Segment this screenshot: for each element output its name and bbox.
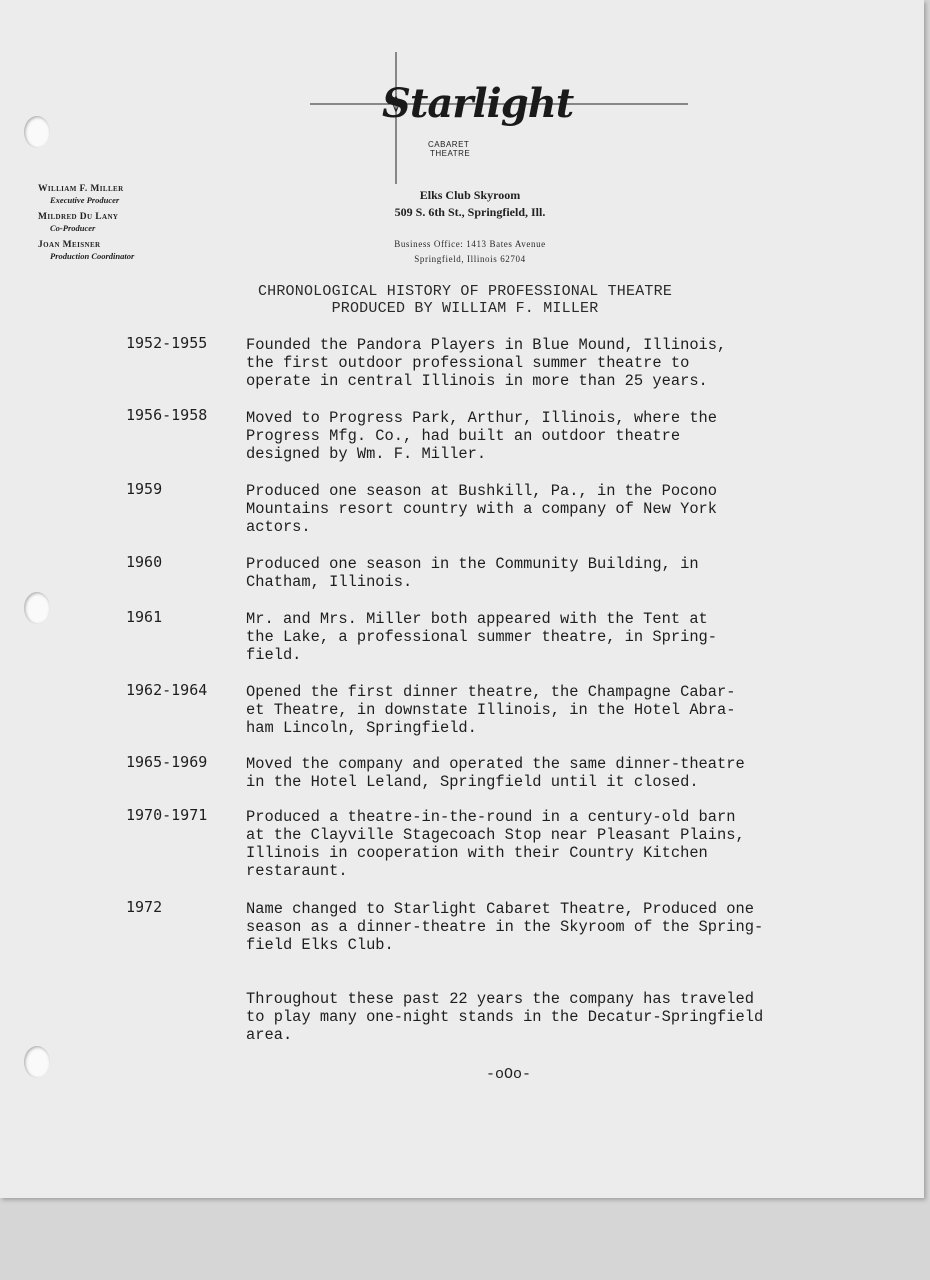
- punch-hole-middle: [24, 592, 50, 624]
- entry-text: Mr. and Mrs. Miller both appeared with the Tent at the Lake, a professional summer theatre, in Spring- field.: [246, 610, 718, 664]
- entry-year: 1959: [126, 480, 163, 498]
- entry-year: 1972: [126, 898, 163, 916]
- entry-year: 1960: [126, 553, 163, 571]
- entry-text: Founded the Pandora Players in Blue Mound, Illinois, the first outdoor professional summer theatre to operate in central Illinois in more than 25 years.: [246, 336, 727, 390]
- entry-year: 1970-1971: [126, 806, 208, 824]
- staff-role: Production Coordinator: [50, 251, 135, 261]
- entry-text: Produced one season in the Community Building, in Chatham, Illinois.: [246, 555, 699, 591]
- staff-list: [38, 184, 134, 268]
- logo-sub-cabaret: CABARET: [428, 140, 470, 149]
- venue-name: Elks Club Skyroom: [419, 188, 521, 202]
- venue-address: 509 S. 6th St., Springfield, Ill.: [394, 205, 546, 219]
- entry-year: 1962-1964: [126, 681, 208, 699]
- document-subtitle: PRODUCED BY WILLIAM F. MILLER: [331, 300, 599, 317]
- business-office-address: Business Office: 1413 Bates Avenue: [394, 239, 546, 249]
- closing-paragraph: Throughout these past 22 years the company has traveled to play many one-night stands in the Decatur-Springfield area.: [246, 990, 764, 1044]
- entry-text: Produced one season at Bushkill, Pa., in the Pocono Mountains resort country with a company of New York actors.: [246, 482, 718, 536]
- entry-text: Moved the company and operated the same dinner-theatre in the Hotel Leland, Springfield until it closed.: [246, 755, 745, 791]
- staff-name: William F. Miller: [38, 184, 124, 194]
- entry-year: 1965-1969: [126, 753, 208, 771]
- entry-year: 1952-1955: [126, 334, 208, 352]
- entry-text: Opened the first dinner theatre, the Champagne Cabar- et Theatre, in downstate Illinois, in the Hotel Abra- ham Lincoln, Springfield.: [246, 683, 736, 737]
- logo-script-text: Starlight: [382, 80, 574, 127]
- business-office-city: Springfield, Illinois 62704: [414, 254, 526, 264]
- staff-role: Executive Producer: [50, 195, 120, 205]
- staff-name: Joan Meisner: [38, 240, 101, 250]
- entry-text: Produced a theatre-in-the-round in a century-old barn at the Clayville Stagecoach Stop near Pleasant Plains, Illinois in cooperation with their Country Kitchen restaraunt.: [246, 808, 745, 880]
- punch-hole-bottom: [24, 1046, 50, 1078]
- document-title: CHRONOLOGICAL HISTORY OF PROFESSIONAL THEATRE: [257, 283, 673, 300]
- starlight-logo: [310, 52, 690, 187]
- entry-year: 1961: [126, 608, 163, 626]
- entry-year: 1956-1958: [126, 406, 208, 424]
- staff-name: Mildred Du Lany: [38, 212, 119, 222]
- entry-text: Moved to Progress Park, Arthur, Illinois, where the Progress Mfg. Co., had built an outdoor theatre designed by Wm. F. Miller.: [246, 409, 718, 463]
- staff-role: Co-Producer: [50, 223, 96, 233]
- logo-sub-theatre: THEATRE: [430, 149, 471, 158]
- entry-text: Name changed to Starlight Cabaret Theatre, Produced one season as a dinner-theatre in the Skyroom of the Spring- field Elks Club.: [246, 900, 764, 954]
- punch-hole-top: [24, 116, 50, 148]
- end-mark: -oOo-: [486, 1066, 532, 1083]
